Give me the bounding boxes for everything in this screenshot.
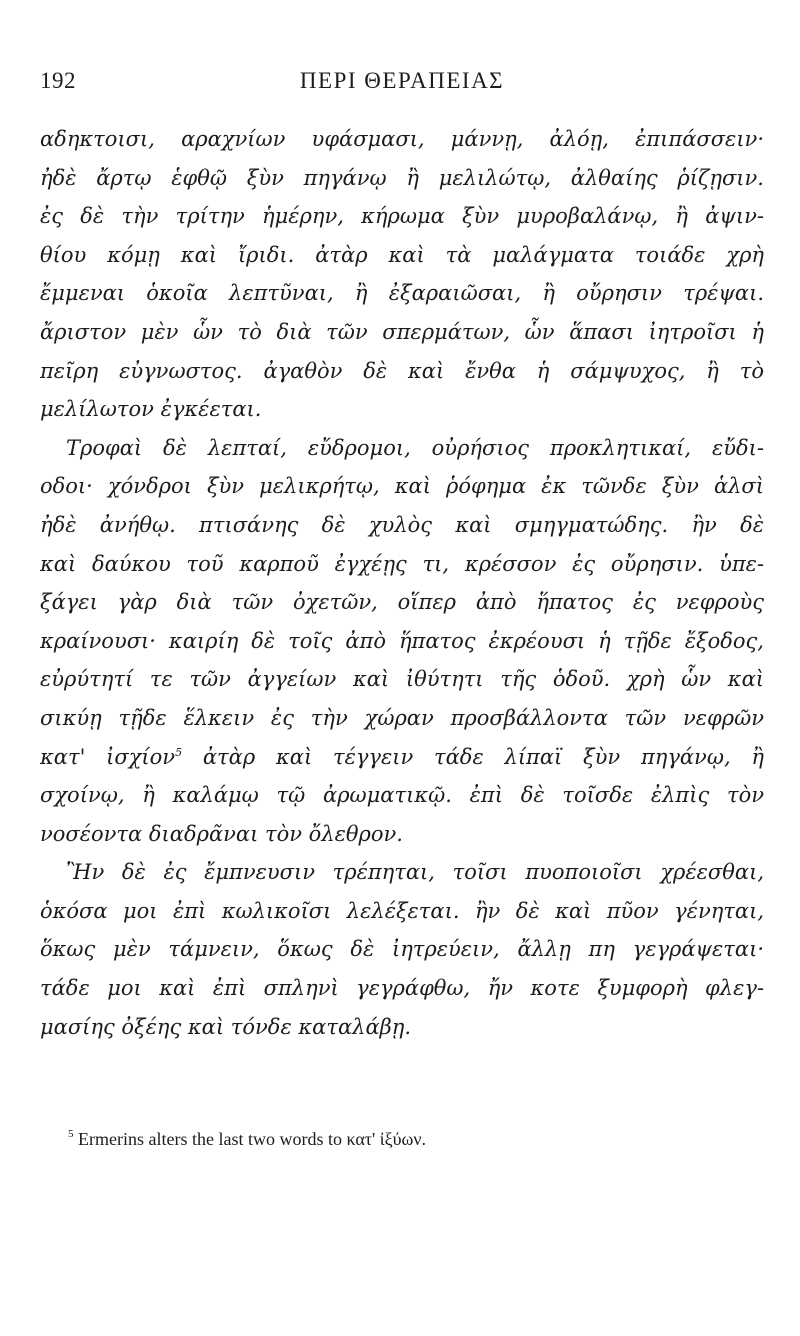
- text-fragment: κατ' ἰσχίον: [40, 744, 176, 769]
- text-line: ἠδὲ ἄρτῳ ἑφθῷ ξὺν πηγάνῳ ἢ μελιλώτῳ, ἀλθαίης ῥίζῃσιν.: [40, 165, 764, 190]
- text-line: νοσέοντα διαδρᾶναι τὸν ὄλεθρον.: [40, 821, 403, 846]
- text-line: αδηκτοισι, αραχνίων υφάσμασι, μάννῃ, ἀλόῃ, ἐπιπάσσειν·: [40, 127, 764, 151]
- text-line: ὁκόσα μοι ἐπὶ κωλικοῖσι λελέξεται. ἢν δὲ καὶ πῦον γένηται,: [40, 898, 764, 923]
- text-line: ὅκως μὲν τάμνειν, ὅκως δὲ ἰητρεύειν, ἄλλῃ πη γεγράψεται·: [40, 937, 764, 962]
- text-line: ξάγει γὰρ διὰ τῶν ὀχετῶν, οἵπερ ἀπὸ ἥπατος ἐς νεφροὺς: [40, 590, 764, 615]
- text-line: κραίνουσι· καιρίη δὲ τοῖς ἀπὸ ἥπατος ἐκρέουσι ἡ τῇδε ἔξοδος,: [40, 628, 764, 653]
- text-line: μελίλωτον ἐγκέεται.: [40, 397, 262, 422]
- page-number: 192: [40, 68, 76, 93]
- running-title: ΠΕΡΙ ΘΕΡΑΠΕΙΑΣ: [299, 68, 505, 93]
- footnote-text: Ermerins alters the last two words to κατ' ἰξύων.: [78, 1129, 427, 1149]
- text-line: καὶ δαύκου τοῦ καρποῦ ἐγχέῃς τι, κρέσσον ἐς οὔρησιν. ὑπε-: [40, 551, 764, 576]
- text-line: ἔμμεναι ὁκοῖα λεπτῦναι, ἢ ἐξαραιῶσαι, ἢ οὔρησιν τρέψαι.: [40, 281, 764, 306]
- text-line: σικύῃ τῇδε ἕλκειν ἐς τὴν χώραν προσβάλλοντα τῶν νεφρῶν: [40, 705, 764, 730]
- text-line: εὐρύτητί τε τῶν ἀγγείων καὶ ἰθύτητι τῆς ὁδοῦ. χρὴ ὧν καὶ: [40, 667, 764, 692]
- text-line: ἐς δὲ τὴν τρίτην ἡμέρην, κήρωμα ξὺν μυροβαλάνῳ, ἢ ἀψιν-: [40, 204, 764, 229]
- text-line: ἠδὲ ἀνήθῳ. πτισάνης δὲ χυλὸς καὶ σμηγματώδης. ἢν δὲ: [40, 512, 764, 537]
- footnote-reference: 5: [175, 745, 183, 759]
- text-line: [40, 738, 764, 777]
- footnote: [40, 1127, 764, 1151]
- text-line: ἄριστον μὲν ὧν τὸ διὰ τῶν σπερμάτων, ὧν ἅπασι ἰητροῖσι ἡ: [40, 319, 764, 344]
- text-line: οδοι· χόνδροι ξὺν μελικρήτῳ, καὶ ῥόφημα ἐκ τῶνδε ξὺν ἁλσὶ: [40, 474, 764, 499]
- footnote-marker: 5: [68, 1128, 74, 1140]
- text-line: Τροφαὶ δὲ λεπταί, εὔδρομοι, οὐρήσιος προκλητικαί, εὔδι-: [66, 435, 764, 460]
- text-line: πεῖρη εὐγνωστος. ἀγαθὸν δὲ καὶ ἔνθα ἡ σάμψυχος, ἢ τὸ: [40, 358, 764, 383]
- text-line: τάδε μοι καὶ ἐπὶ σπληνὶ γεγράφθω, ἤν κοτε ξυμφορὴ φλεγ-: [40, 976, 764, 1001]
- body-text: [40, 120, 764, 1046]
- text-line: σχοίνῳ, ἢ καλάμῳ τῷ ἀρωματικῷ. ἐπὶ δὲ τοῖσδε ἐλπὶς τὸν: [40, 783, 764, 808]
- text-fragment: ἀτὰρ καὶ τέγγειν τάδε λίπαϊ ξὺν πηγάνῳ, ἢ: [202, 744, 764, 769]
- text-line: Ἢν δὲ ἐς ἔμπνευσιν τρέπηται, τοῖσι πυοποιοῖσι χρέεσθαι,: [66, 860, 764, 885]
- page-header: [40, 68, 764, 100]
- page: [40, 0, 764, 1336]
- text-line: θίου κόμῃ καὶ ἴριδι. ἀτὰρ καὶ τὰ μαλάγματα τοιάδε χρὴ: [40, 242, 764, 267]
- text-line: μασίης ὀξέης καὶ τόνδε καταλάβῃ.: [40, 1014, 412, 1039]
